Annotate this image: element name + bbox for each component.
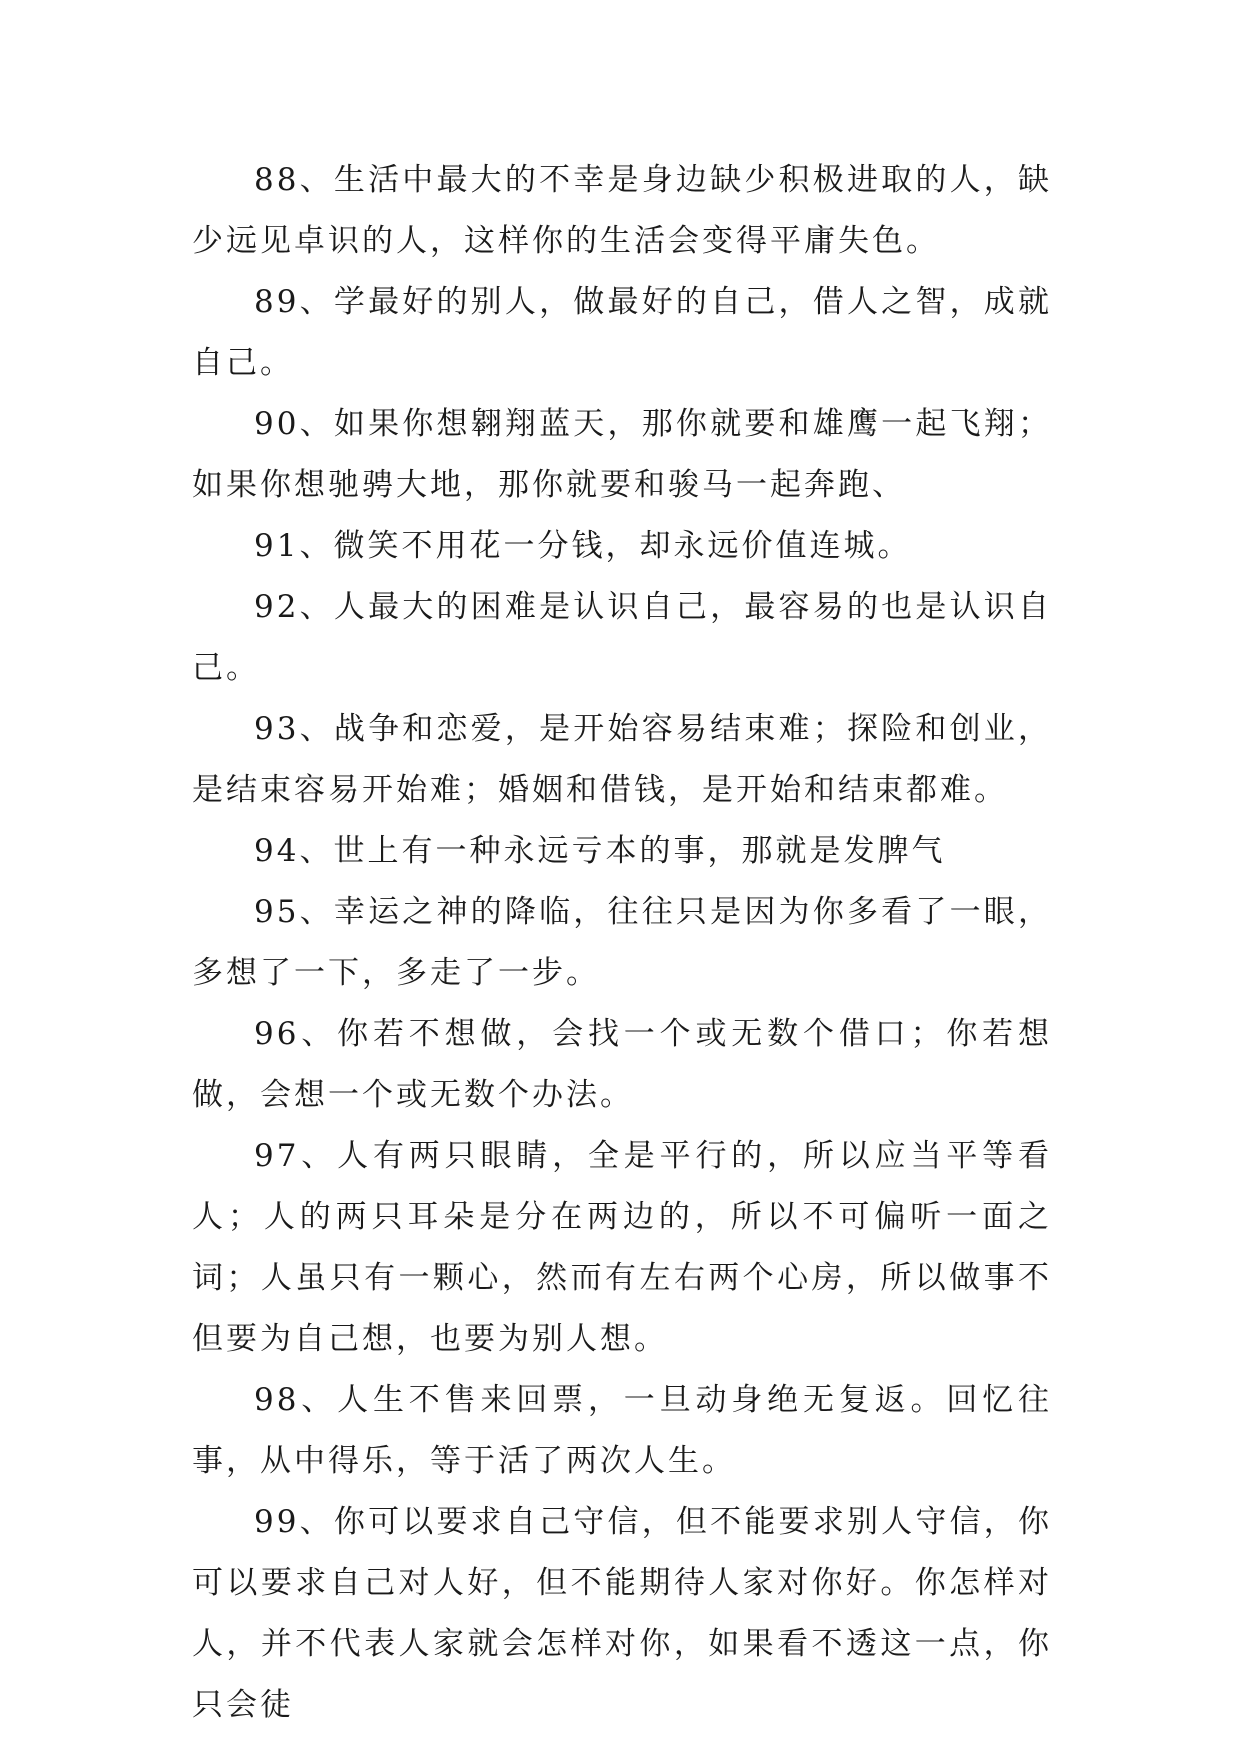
paragraph-91: 91、微笑不用花一分钱，却永远价值连城。 [254,528,912,564]
paragraph-99: 99、你可以要求自己守信，但不能要求别人守信，你可以要求自己对人好，但不能期待人家对你好。你怎样对人，并不代表人家就会怎样对你，如果看不透这一点，你只会徒 [192,1504,1052,1723]
paragraph-92: 92、人最大的困难是认识自己，最容易的也是认识自己。 [192,589,1052,686]
paragraph-95: 95、幸运之神的降临，往往只是因为你多看了一眼，多想了一下，多走了一步。 [192,894,1052,991]
paragraph-88: 88、生活中最大的不幸是身边缺少积极进取的人，缺少远见卓识的人，这样你的生活会变得平庸失色。 [192,162,1052,259]
paragraph-93: 93、战争和恋爱，是开始容易结束难；探险和创业，是结束容易开始难；婚姻和借钱，是开始和结束都难。 [192,711,1052,808]
paragraph-98: 98、人生不售来回票，一旦动身绝无复返。回忆往事，从中得乐，等于活了两次人生。 [192,1382,1052,1479]
paragraph-96: 96、你若不想做，会找一个或无数个借口；你若想做，会想一个或无数个办法。 [192,1016,1052,1113]
paragraph-89: 89、学最好的别人，做最好的自己，借人之智，成就自己。 [192,284,1052,381]
paragraph-94: 94、世上有一种永远亏本的事，那就是发脾气 [254,833,946,869]
paragraph-97: 97、人有两只眼睛，全是平行的，所以应当平等看人；人的两只耳朵是分在两边的，所以不可偏听一面之词；人虽只有一颗心，然而有左右两个心房，所以做事不但要为自己想，也要为别人想。 [192,1138,1052,1357]
paragraph-90: 90、如果你想翱翔蓝天，那你就要和雄鹰一起飞翔；如果你想驰骋大地，那你就要和骏马一起奔跑、 [192,406,1052,503]
document-body [192,150,1052,1736]
